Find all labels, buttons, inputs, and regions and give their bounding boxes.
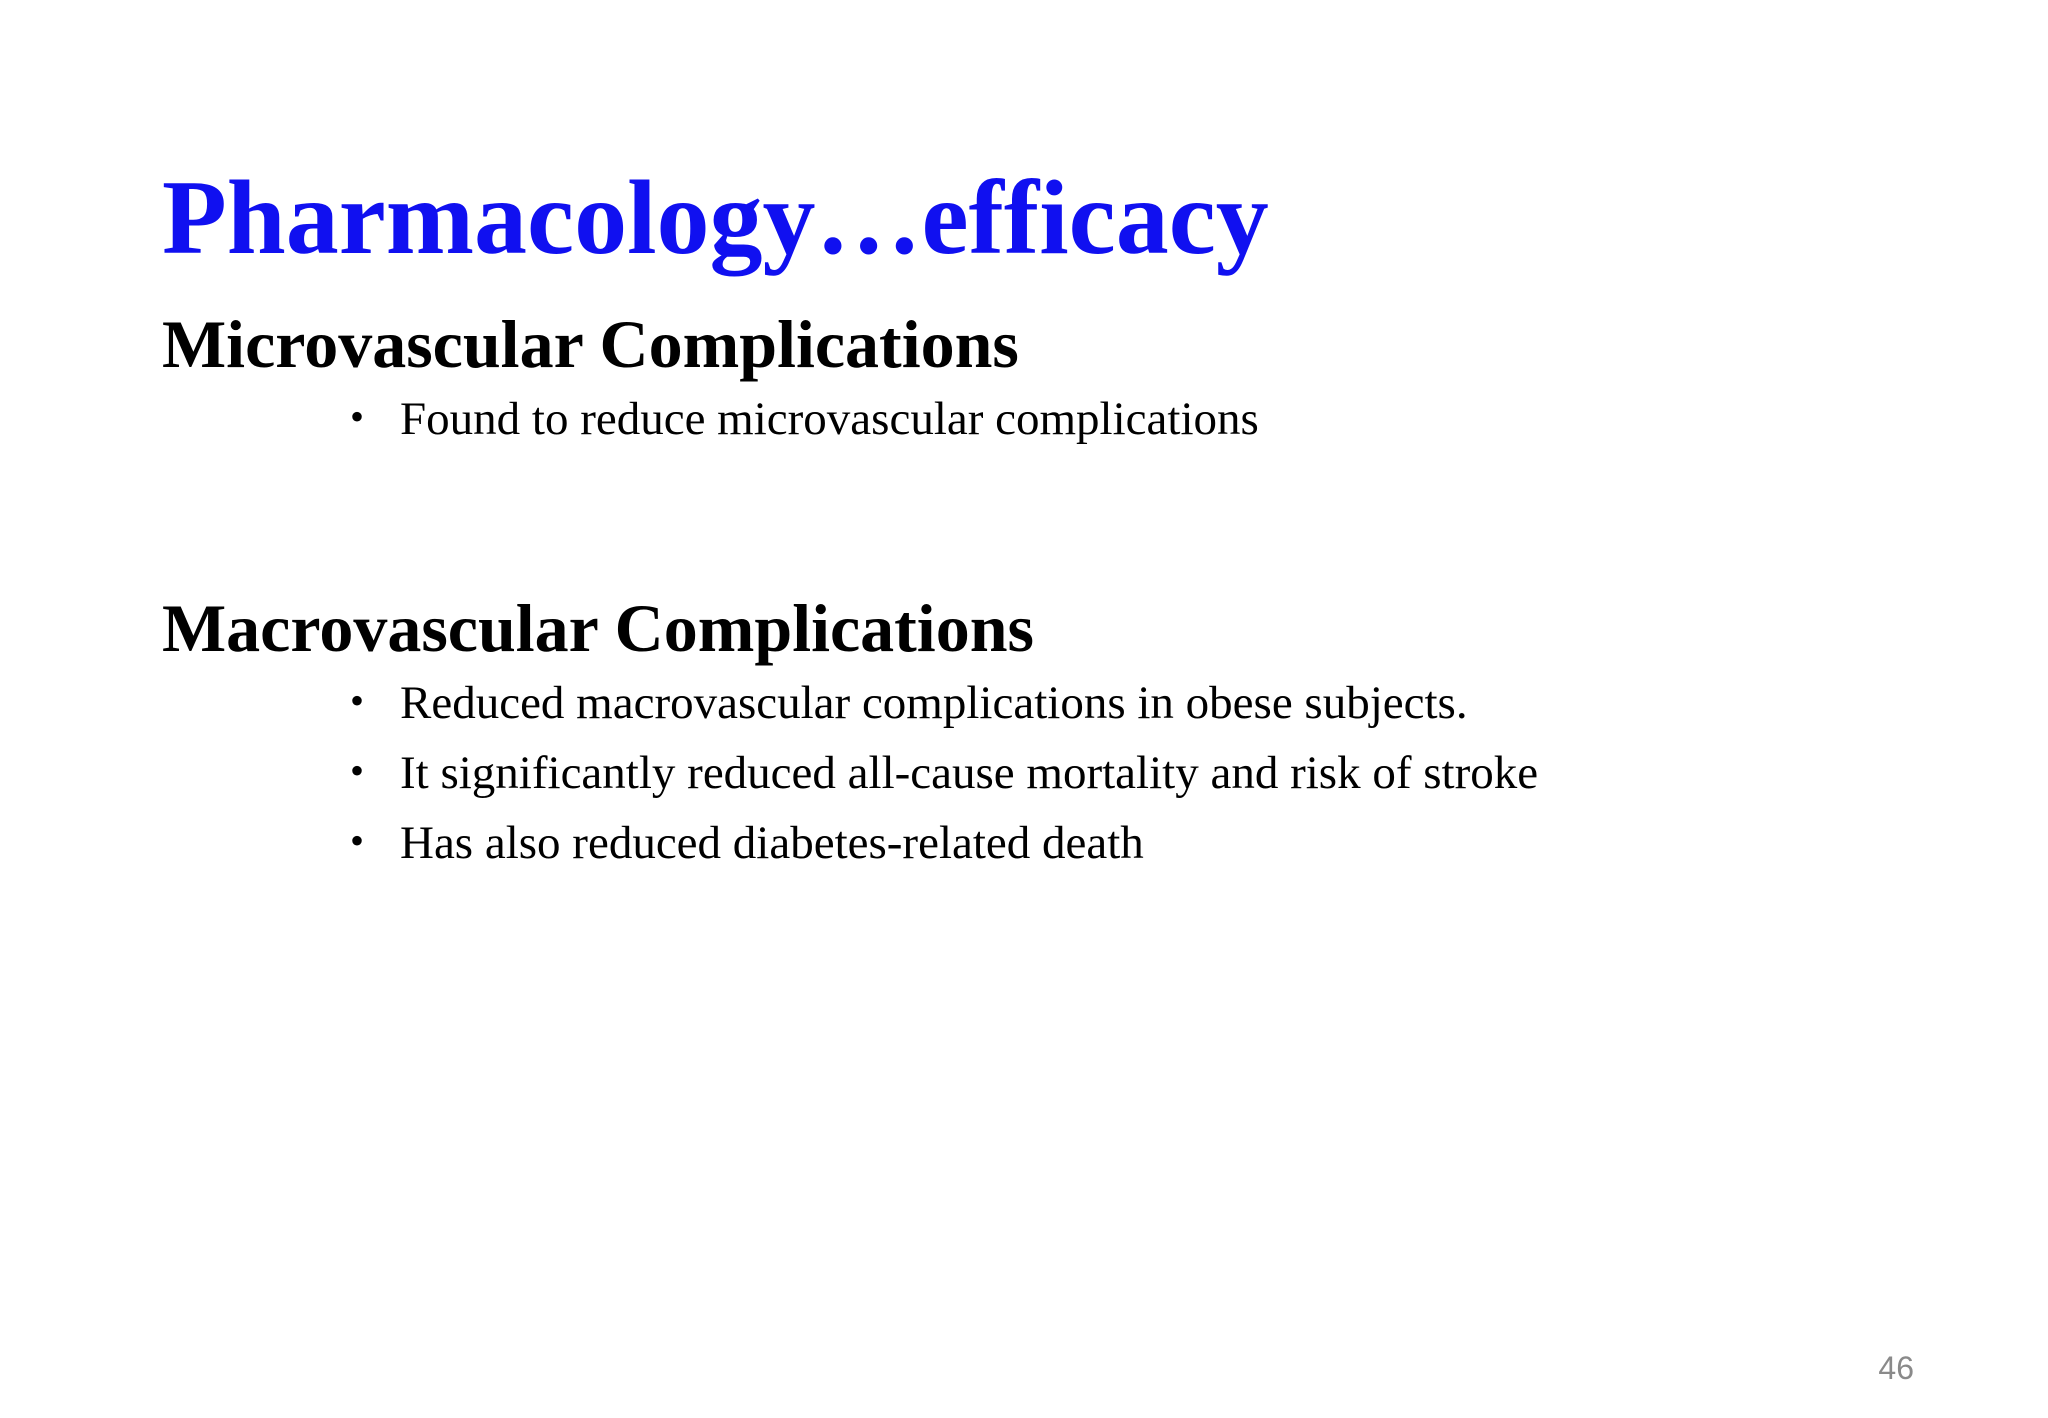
section-heading: Microvascular Complications	[162, 306, 1019, 382]
section-heading: Macrovascular Complications	[162, 590, 1034, 666]
bullet-item	[350, 668, 1962, 738]
bullet-text: Has also reduced diabetes-related death	[400, 817, 1144, 869]
bullet-text: Reduced macrovascular complications in obese subjects.	[400, 677, 1468, 729]
page-number: 46	[1878, 1350, 1914, 1386]
bullet-icon: •	[350, 818, 365, 863]
bullet-icon: •	[350, 394, 365, 439]
section-microvascular	[162, 304, 1962, 454]
bullet-text: It significantly reduced all-cause mortality and risk of stroke	[400, 747, 1539, 799]
bullet-item	[350, 384, 1962, 454]
bullet-list	[162, 384, 1962, 454]
bullet-icon: •	[350, 678, 365, 723]
slide-title: Pharmacology…efficacy	[162, 159, 1269, 276]
bullet-item	[350, 808, 1962, 878]
bullet-item	[350, 738, 1962, 808]
section-macrovascular	[162, 588, 1962, 878]
bullet-icon: •	[350, 748, 365, 793]
bullet-list	[162, 668, 1962, 878]
bullet-text: Found to reduce microvascular complications	[400, 393, 1259, 445]
